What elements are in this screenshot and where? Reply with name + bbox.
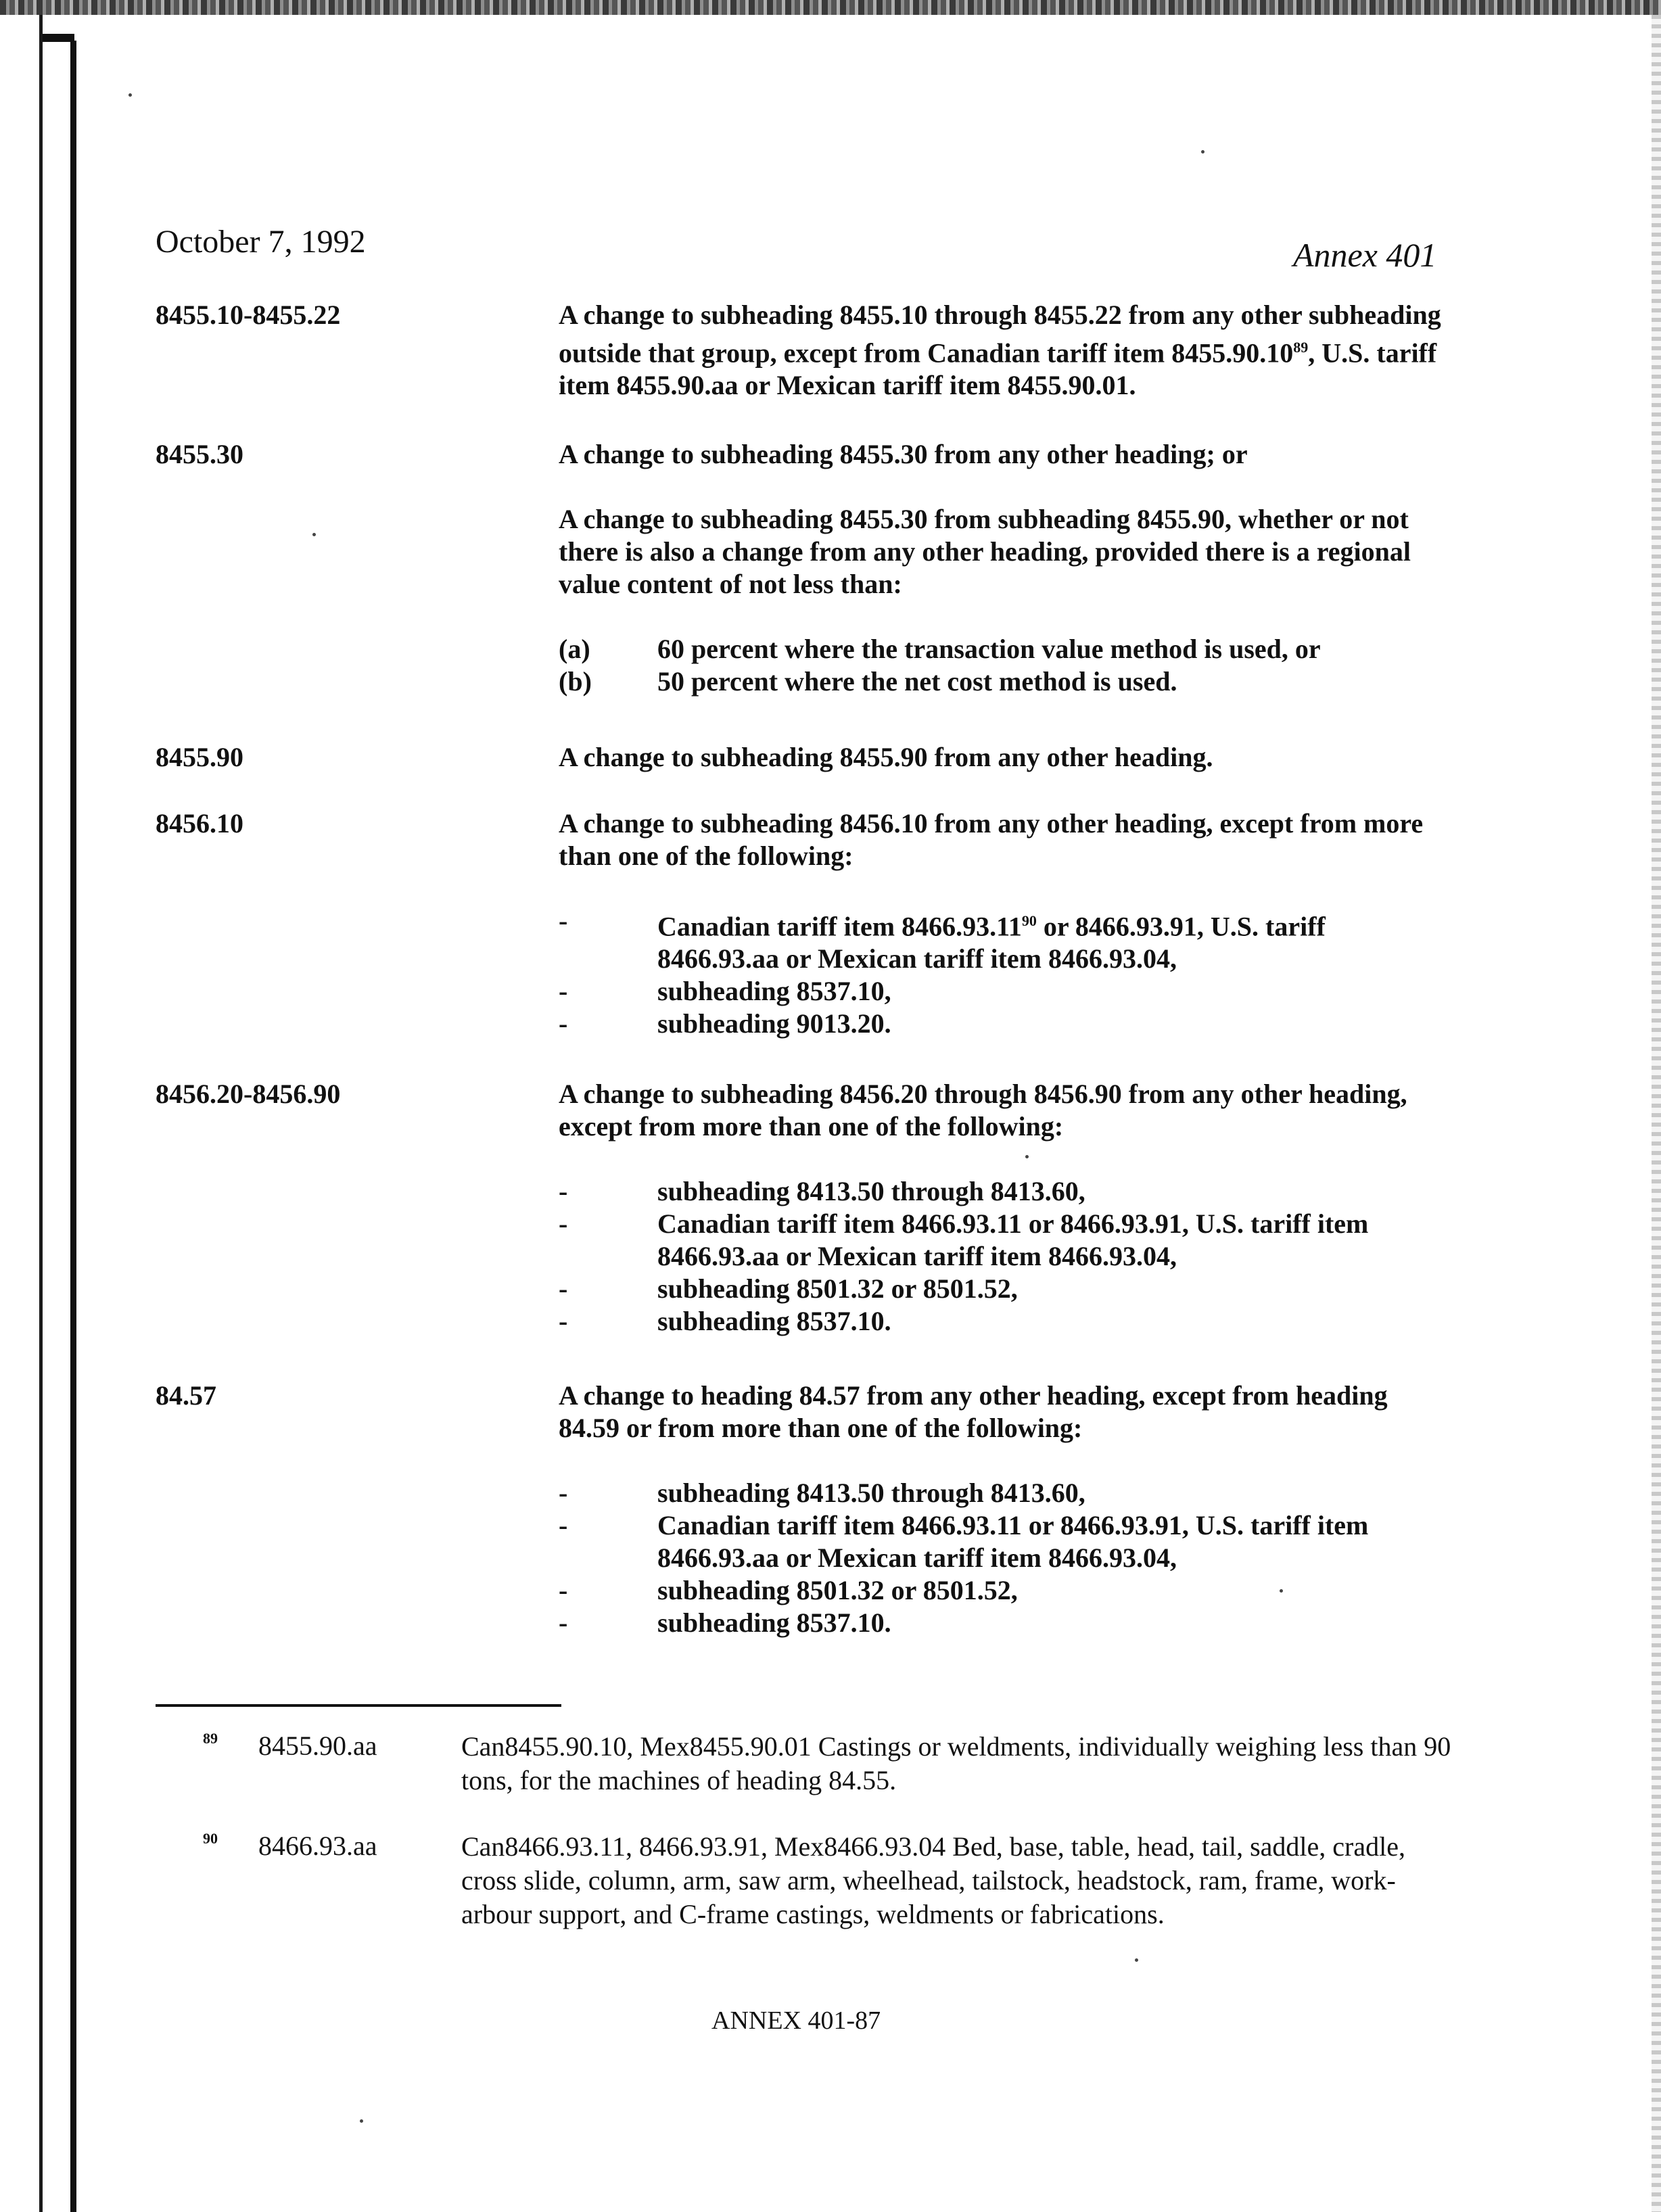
list-marker: - <box>559 1607 568 1638</box>
list-marker: - <box>559 1575 568 1605</box>
list-item <box>559 665 1451 698</box>
list-item <box>559 1208 1451 1273</box>
list-marker: - <box>559 1478 568 1508</box>
list-item <box>559 1509 1451 1574</box>
list-item-text: Canadian tariff item 8466.93.11 or 8466.93.91, U.S. tariff item 8466.93.aa or Mexican tariff item 8466.93.04, <box>657 1510 1369 1573</box>
rule-text <box>559 438 1451 698</box>
list-item <box>559 975 1451 1008</box>
list-item-text: 50 percent where the net cost method is used. <box>657 666 1177 697</box>
tariff-code: 8455.90 <box>156 742 243 772</box>
rule-paragraph <box>559 299 1451 402</box>
rule-paragraph: A change to subheading 8455.30 from subheading 8455.90, whether or not there is also a change from any other heading, provided there is a regional value content of not less than: <box>559 504 1411 599</box>
list-item-text: Canadian tariff item 8466.93.11 <box>657 911 1022 942</box>
list-item-text: subheading 8537.10. <box>657 1306 891 1336</box>
document-date: October 7, 1992 <box>156 224 366 260</box>
footnote-code: 8466.93.aa <box>258 1831 377 1861</box>
rule-text <box>559 741 1451 774</box>
list-item <box>559 1477 1451 1509</box>
list-item <box>559 1305 1451 1338</box>
tariff-code: 84.57 <box>156 1380 216 1411</box>
rule-paragraph: A change to subheading 8455.30 from any other heading; or <box>559 439 1248 469</box>
rule-text-part: A change to subheading 8455.10 through 8455.22 from any other subheading outside that group, except from Canadian tariff item 8455.90.10 <box>559 300 1441 369</box>
exception-list <box>559 1477 1451 1639</box>
list-marker: - <box>559 905 568 936</box>
scan-top-edge <box>0 0 1661 15</box>
list-item <box>559 1008 1451 1040</box>
list-item <box>559 905 1451 975</box>
list-item-text: Canadian tariff item 8466.93.11 or 8466.93.91, U.S. tariff item 8466.93.aa or Mexican tariff item 8466.93.04, <box>657 1208 1369 1271</box>
footnote-number: 90 <box>203 1830 218 1847</box>
exception-list <box>559 905 1451 1040</box>
scan-speck <box>360 2119 363 2123</box>
tariff-code: 8455.30 <box>156 439 243 469</box>
binding-edge-outer <box>39 15 43 2212</box>
condition-list <box>559 633 1451 698</box>
list-item-text: subheading 8537.10. <box>657 1607 891 1638</box>
rule-paragraph: A change to subheading 8456.10 from any other heading, except from more than one of the following: <box>559 808 1424 871</box>
scan-speck <box>1201 150 1204 154</box>
list-marker: - <box>559 976 568 1007</box>
list-item <box>559 633 1451 665</box>
scan-speck <box>1135 1958 1138 1962</box>
rule-text <box>559 1380 1451 1639</box>
tariff-code: 8456.10 <box>156 808 243 839</box>
list-item <box>559 1574 1451 1607</box>
rule-text <box>559 807 1451 1040</box>
annex-title: Annex 401 <box>1293 236 1437 274</box>
rule-text-part: , U.S. tariff item 8455.90.aa or Mexican tariff item 8455.90.01. <box>559 337 1437 401</box>
list-item-text: subheading 8501.32 or 8501.52, <box>657 1575 1018 1605</box>
list-marker: - <box>559 1008 568 1039</box>
list-marker: - <box>559 1510 568 1540</box>
list-marker: (b) <box>559 666 592 697</box>
footnote-code: 8455.90.aa <box>258 1731 377 1761</box>
rule-text <box>559 299 1451 402</box>
footnote-divider <box>156 1704 561 1707</box>
list-marker: - <box>559 1176 568 1206</box>
binding-corner <box>41 34 74 42</box>
list-item-text: subheading 8413.50 through 8413.60, <box>657 1478 1085 1508</box>
footnote-text: Can8466.93.11, 8466.93.91, Mex8466.93.04 Bed, base, table, head, tail, saddle, cradle, cross slide, column, arm, saw arm, wheelhead, tailstock, headstock, ram, frame, work-arbour support, and C-frame castings, weldments or fabrications. <box>461 1831 1405 1929</box>
rule-text <box>559 1078 1451 1338</box>
list-item-text: subheading 9013.20. <box>657 1008 891 1039</box>
rule-paragraph: A change to subheading 8455.90 from any other heading. <box>559 742 1213 772</box>
page-number: ANNEX 401-87 <box>711 2006 881 2035</box>
scan-speck <box>312 533 316 536</box>
list-item-text: subheading 8501.32 or 8501.52, <box>657 1273 1018 1304</box>
list-marker: - <box>559 1306 568 1336</box>
footnote-ref: 89 <box>1293 339 1309 356</box>
list-item-text: subheading 8413.50 through 8413.60, <box>657 1176 1085 1206</box>
scan-speck <box>128 93 132 97</box>
list-item <box>559 1607 1451 1639</box>
list-marker: (a) <box>559 634 590 664</box>
list-item-text: 60 percent where the transaction value method is used, or <box>657 634 1321 664</box>
tariff-code: 8456.20-8456.90 <box>156 1079 341 1109</box>
list-item <box>559 1273 1451 1305</box>
list-marker: - <box>559 1208 568 1239</box>
list-item-text: subheading 8537.10, <box>657 976 891 1007</box>
footnote-text: Can8455.90.10, Mex8455.90.01 Castings or weldments, individually weighing less than 90 tons, for the machines of heading 84.55. <box>461 1731 1451 1795</box>
binding-edge-inner <box>70 41 76 2212</box>
tariff-code: 8455.10-8455.22 <box>156 300 341 330</box>
list-item-text: or 8466.93.91, U.S. tariff 8466.93.aa or Mexican tariff item 8466.93.04, <box>657 911 1326 974</box>
list-item <box>559 1175 1451 1208</box>
rule-paragraph: A change to subheading 8456.20 through 8456.90 from any other heading, except from more than one of the following: <box>559 1079 1407 1142</box>
footnote-ref: 90 <box>1021 912 1037 929</box>
footnote-number: 89 <box>203 1730 218 1747</box>
exception-list <box>559 1175 1451 1338</box>
scan-right-edge <box>1652 15 1661 2212</box>
list-marker: - <box>559 1273 568 1304</box>
rule-paragraph: A change to heading 84.57 from any other heading, except from heading 84.59 or from more than one of the following: <box>559 1380 1388 1443</box>
